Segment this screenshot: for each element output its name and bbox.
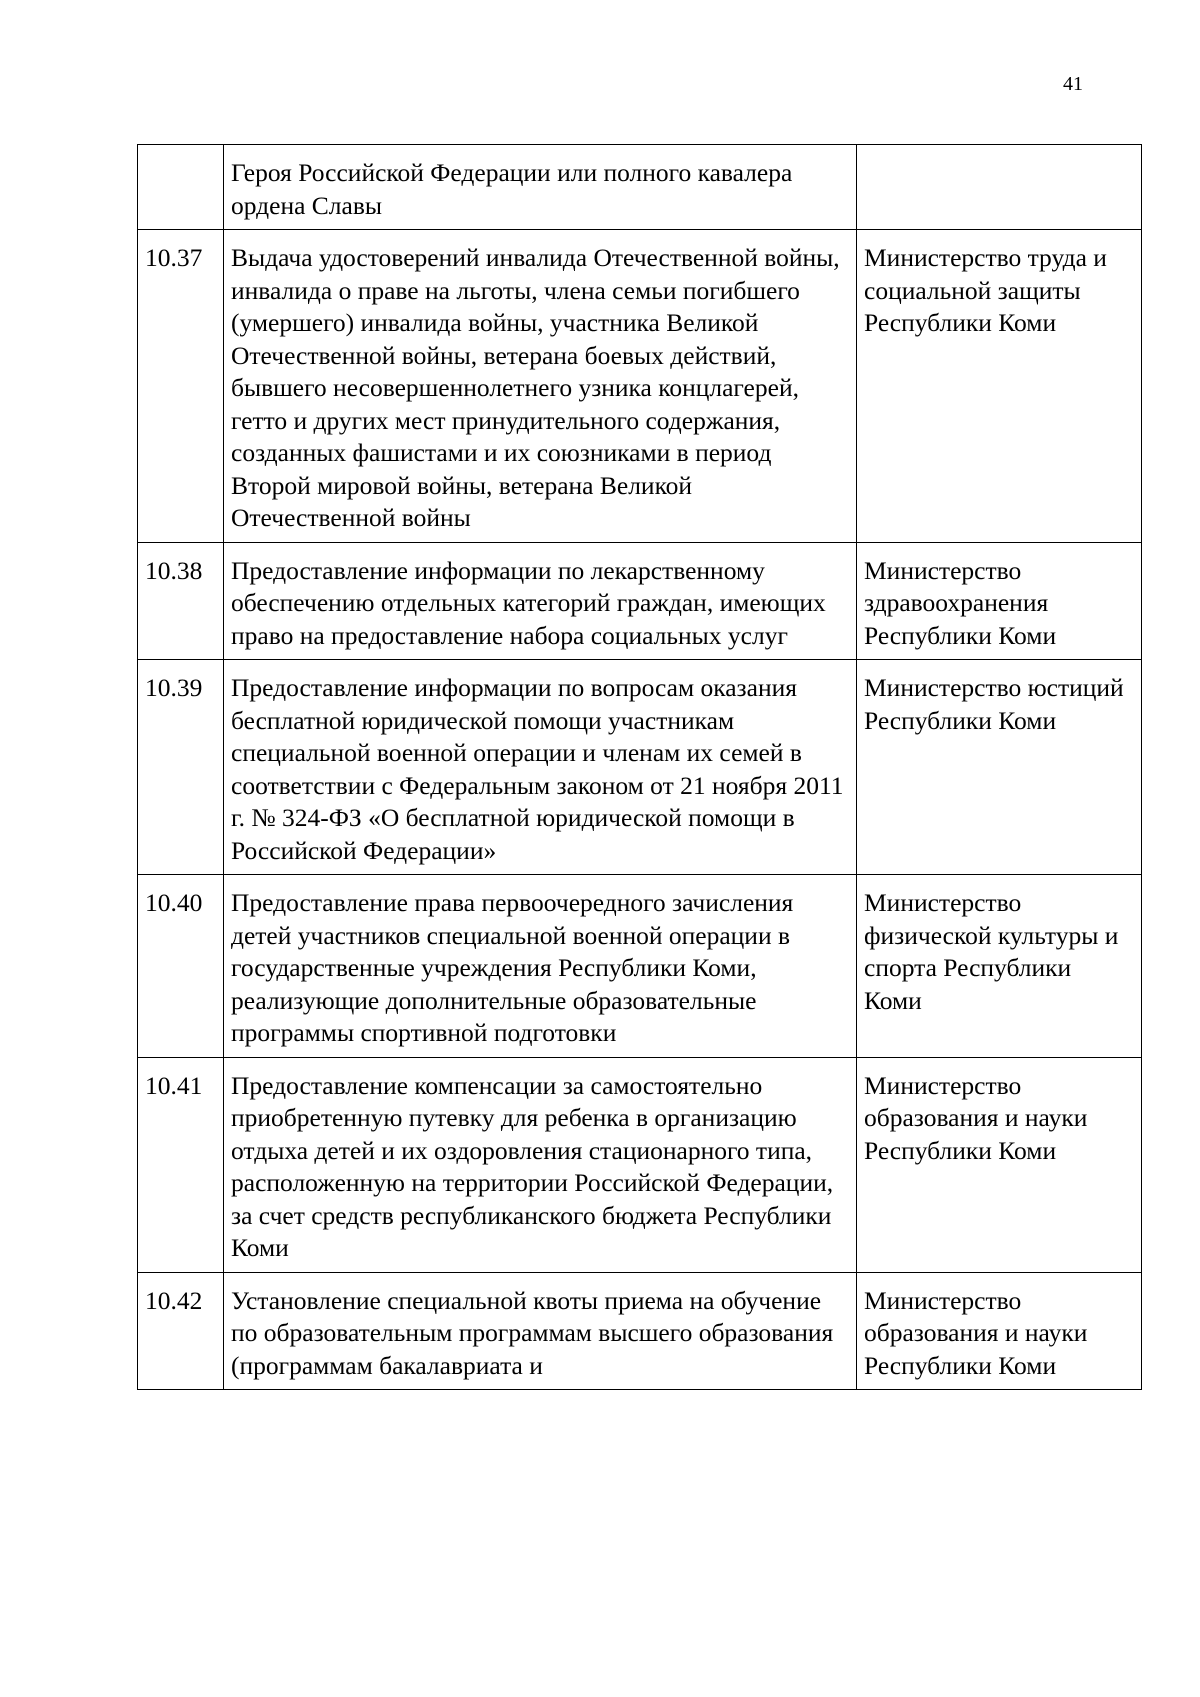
table-row [138, 542, 1142, 660]
table-row [138, 145, 1142, 230]
row-number: 10.42 [138, 1272, 224, 1390]
service-description: Предоставление информации по вопросам оказания бесплатной юридической помощи участникам специальной военной операции и членам их семей в соответствии с Федеральным законом от 21 ноября 2011 г. № 324-ФЗ «О бесплатной юридической помощи в Российской Федерации» [224, 660, 857, 875]
row-number: 10.38 [138, 542, 224, 660]
table-row [138, 660, 1142, 875]
responsible-ministry: Министерство образования и науки Республики Коми [857, 1057, 1142, 1272]
row-number [138, 145, 224, 230]
responsible-ministry: Министерство юстиций Республики Коми [857, 660, 1142, 875]
responsible-ministry: Министерство труда и социальной защиты Республики Коми [857, 230, 1142, 543]
row-number: 10.41 [138, 1057, 224, 1272]
table-row [138, 1272, 1142, 1390]
service-description: Предоставление права первоочередного зачисления детей участников специальной военной операции в государственные учреждения Республики Коми, реализующие дополнительные образовательные программы спортивной подготовки [224, 875, 857, 1058]
row-number: 10.39 [138, 660, 224, 875]
services-table [137, 144, 1142, 1390]
row-number: 10.40 [138, 875, 224, 1058]
service-description: Предоставление информации по лекарственному обеспечению отдельных категорий граждан, имеющих право на предоставление набора социальных услуг [224, 542, 857, 660]
responsible-ministry [857, 145, 1142, 230]
responsible-ministry: Министерство физической культуры и спорта Республики Коми [857, 875, 1142, 1058]
responsible-ministry: Министерство здравоохранения Республики Коми [857, 542, 1142, 660]
responsible-ministry: Министерство образования и науки Республики Коми [857, 1272, 1142, 1390]
service-description: Героя Российской Федерации или полного кавалера ордена Славы [224, 145, 857, 230]
service-description: Установление специальной квоты приема на обучение по образовательным программам высшего образования (программам бакалавриата и [224, 1272, 857, 1390]
table-row [138, 1057, 1142, 1272]
row-number: 10.37 [138, 230, 224, 543]
table-row [138, 230, 1142, 543]
page-number: 41 [1063, 73, 1083, 95]
service-description: Предоставление компенсации за самостоятельно приобретенную путевку для ребенка в организацию отдыха детей и их оздоровления стационарного типа, расположенную на территории Российской Федерации, за счет средств республиканского бюджета Республики Коми [224, 1057, 857, 1272]
service-description: Выдача удостоверений инвалида Отечественной войны, инвалида о праве на льготы, члена семьи погибшего (умершего) инвалида войны, участника Великой Отечественной войны, ветерана боевых действий, бывшего несовершеннолетнего узника концлагерей, гетто и других мест принудительного содержания, созданных фашистами и их союзниками в период Второй мировой войны, ветерана Великой Отечественной войны [224, 230, 857, 543]
table-row [138, 875, 1142, 1058]
